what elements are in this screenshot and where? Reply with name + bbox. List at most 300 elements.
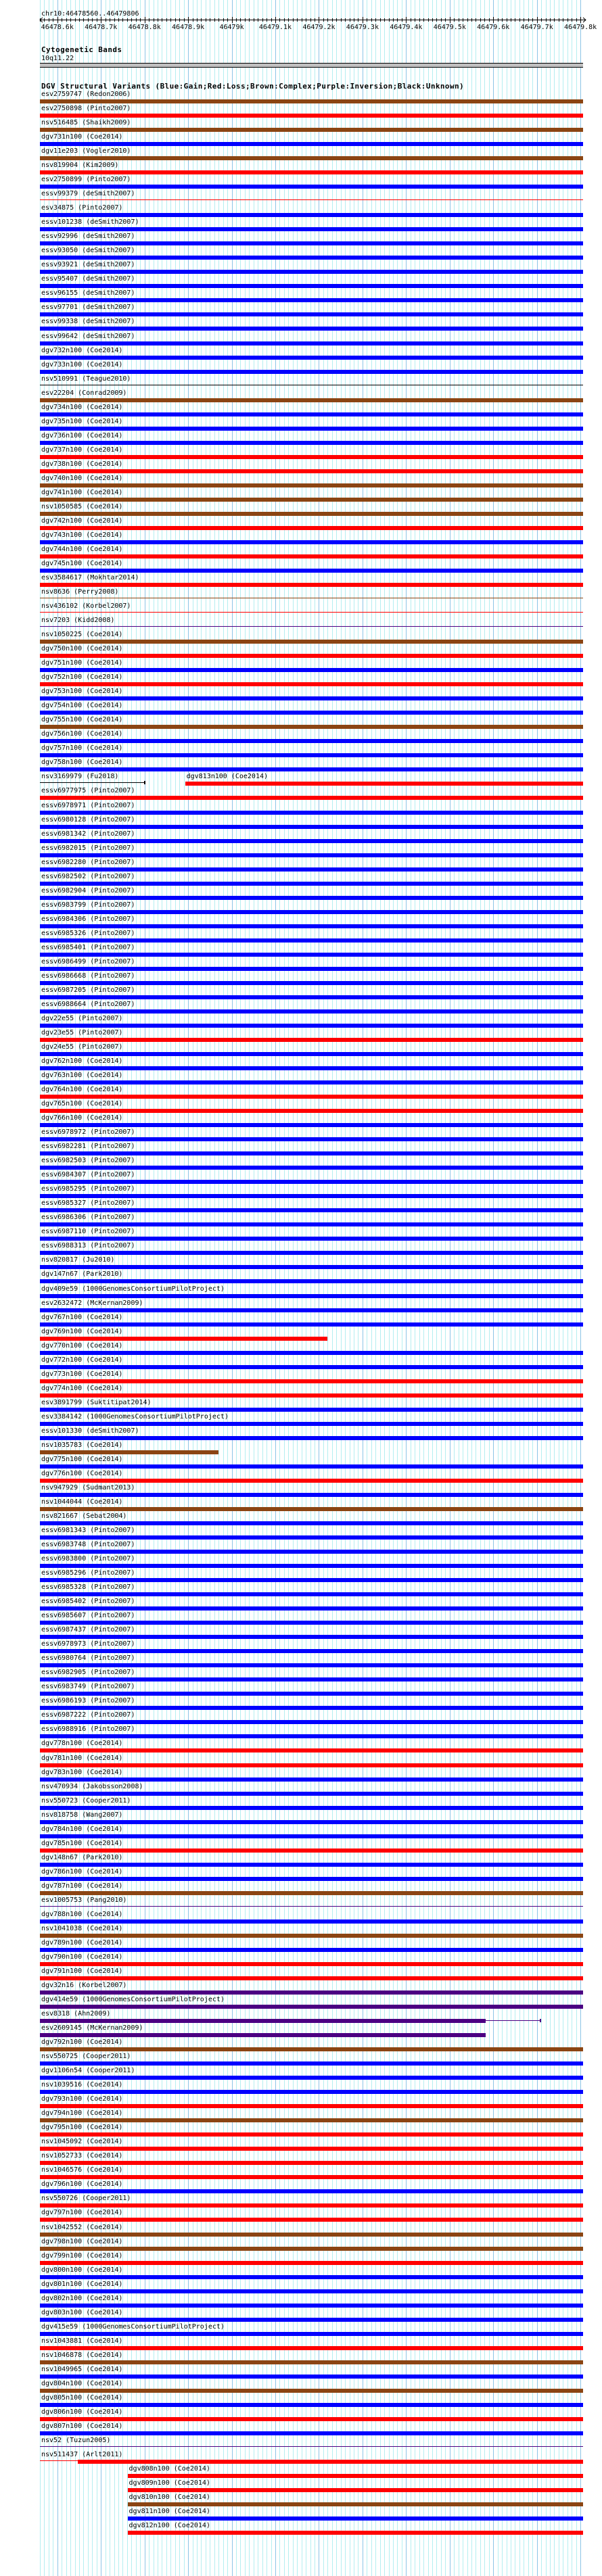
feature-label[interactable]: dgv758n100 (Coe2014)	[41, 759, 123, 767]
feature-bar[interactable]	[40, 767, 583, 771]
feature-bar[interactable]	[40, 1863, 583, 1867]
feature-bar[interactable]	[40, 2061, 583, 2066]
feature-bar[interactable]	[128, 2517, 583, 2521]
feature-bar[interactable]	[40, 654, 583, 658]
feature-bar[interactable]	[40, 512, 583, 516]
feature-label[interactable]: nsv1041038 (Coe2014)	[41, 1924, 123, 1932]
feature-bar[interactable]	[40, 1677, 583, 1681]
feature-label[interactable]: essv93921 (deSmith2007)	[41, 261, 135, 269]
feature-label[interactable]: essv6981342 (Pinto2007)	[41, 830, 135, 838]
feature-bar[interactable]	[40, 1379, 583, 1383]
feature-bar[interactable]	[40, 1806, 583, 1810]
feature-label[interactable]: dgv752n100 (Coe2014)	[41, 673, 123, 682]
feature-line[interactable]	[40, 2460, 78, 2461]
feature-label[interactable]: dgv762n100 (Coe2014)	[41, 1057, 123, 1066]
feature-label[interactable]: dgv812n100 (Coe2014)	[129, 2522, 210, 2530]
feature-bar[interactable]	[40, 142, 583, 146]
feature-label[interactable]: dgv743n100 (Coe2014)	[41, 531, 123, 539]
feature-label[interactable]: dgv808n100 (Coe2014)	[129, 2465, 210, 2473]
feature-bar[interactable]	[40, 1237, 583, 1241]
feature-bar[interactable]	[40, 1493, 583, 1497]
feature-bar[interactable]	[40, 1038, 583, 1042]
feature-bar[interactable]	[40, 1734, 583, 1738]
feature-label[interactable]: essv95407 (deSmith2007)	[41, 275, 135, 283]
feature-bar[interactable]	[40, 213, 583, 217]
feature-bar[interactable]	[40, 1778, 583, 1782]
feature-bar[interactable]	[40, 1877, 583, 1881]
feature-bar[interactable]	[40, 1564, 583, 1568]
feature-label[interactable]: dgv804n100 (Coe2014)	[41, 2379, 123, 2387]
feature-label[interactable]: essv6988313 (Pinto2007)	[41, 1242, 135, 1250]
feature-bar[interactable]	[40, 2104, 583, 2108]
feature-bar[interactable]	[40, 2304, 583, 2308]
feature-label[interactable]: esv22204 (Conrad2009)	[41, 389, 127, 397]
feature-label[interactable]: nsv1044044 (Coe2014)	[41, 1498, 123, 1506]
feature-bar[interactable]	[40, 398, 583, 402]
feature-label[interactable]: nsv1049965 (Coe2014)	[41, 2365, 123, 2373]
feature-bar[interactable]	[40, 356, 583, 360]
feature-label[interactable]: nsv819904 (Kim2009)	[41, 162, 119, 170]
feature-bar[interactable]	[40, 2161, 583, 2165]
feature-bar[interactable]	[40, 2389, 583, 2393]
feature-bar[interactable]	[40, 2318, 583, 2322]
feature-label[interactable]: essv6982502 (Pinto2007)	[41, 872, 135, 880]
feature-label[interactable]: essv6985328 (Pinto2007)	[41, 1583, 135, 1592]
feature-label[interactable]: nsv550725 (Cooper2011)	[41, 2053, 131, 2061]
feature-bar[interactable]	[40, 1834, 583, 1838]
feature-bar[interactable]	[40, 412, 583, 416]
feature-label[interactable]: dgv811n100 (Coe2014)	[129, 2508, 210, 2516]
feature-label[interactable]: nsv550726 (Cooper2011)	[41, 2195, 131, 2203]
feature-label[interactable]: nsv1042552 (Coe2014)	[41, 2223, 123, 2231]
feature-bar[interactable]	[40, 1024, 583, 1028]
feature-label[interactable]: dgv797n100 (Coe2014)	[41, 2209, 123, 2217]
feature-label[interactable]: nsv1035783 (Coe2014)	[41, 1441, 123, 1449]
feature-label[interactable]: essv6985401 (Pinto2007)	[41, 943, 135, 951]
feature-bar[interactable]	[40, 1180, 583, 1184]
feature-bar[interactable]	[40, 1663, 583, 1667]
feature-bar[interactable]	[40, 1621, 583, 1625]
feature-bar[interactable]	[40, 455, 583, 459]
feature-bar[interactable]	[40, 298, 583, 302]
feature-label[interactable]: dgv755n100 (Coe2014)	[41, 716, 123, 724]
feature-bar[interactable]	[40, 526, 583, 530]
feature-label[interactable]: nsv947929 (Sudmant2013)	[41, 1483, 135, 1492]
feature-label[interactable]: essv6985295 (Pinto2007)	[41, 1185, 135, 1193]
feature-label[interactable]: nsv1043881 (Coe2014)	[41, 2337, 123, 2345]
cytoband-bar[interactable]	[40, 63, 583, 68]
feature-label[interactable]: dgv745n100 (Coe2014)	[41, 559, 123, 567]
feature-label[interactable]: essv6978972 (Pinto2007)	[41, 1128, 135, 1137]
feature-bar[interactable]	[40, 796, 583, 800]
feature-bar[interactable]	[40, 825, 583, 829]
feature-label[interactable]: nsv1045092 (Coe2014)	[41, 2138, 123, 2146]
feature-bar[interactable]	[40, 1720, 583, 1724]
feature-label[interactable]: dgv786n100 (Coe2014)	[41, 1867, 123, 1876]
feature-label[interactable]: nsv1050225 (Coe2014)	[41, 631, 123, 639]
feature-label[interactable]: nsv1050585 (Coe2014)	[41, 502, 123, 510]
feature-label[interactable]: nsv436102 (Korbel2007)	[41, 602, 131, 611]
feature-bar[interactable]	[40, 2203, 583, 2208]
feature-label[interactable]: nsv510991 (Teague2010)	[41, 375, 131, 383]
feature-bar[interactable]	[40, 284, 583, 288]
feature-label[interactable]: essv99379 (deSmith2007)	[41, 190, 135, 198]
feature-bar[interactable]	[40, 753, 583, 757]
feature-bar[interactable]	[40, 156, 583, 160]
feature-bar[interactable]	[40, 1521, 583, 1525]
feature-bar[interactable]	[40, 1123, 583, 1127]
feature-bar[interactable]	[40, 1265, 583, 1269]
feature-label[interactable]: essv6988664 (Pinto2007)	[41, 1000, 135, 1008]
feature-label[interactable]: dgv769n100 (Coe2014)	[41, 1327, 123, 1335]
feature-bar[interactable]	[40, 640, 583, 644]
feature-bar[interactable]	[40, 128, 583, 132]
feature-bar[interactable]	[40, 1763, 583, 1767]
feature-bar[interactable]	[40, 1507, 583, 1511]
feature-label[interactable]: dgv148n67 (Park2010)	[41, 1853, 123, 1861]
feature-bar[interactable]	[40, 341, 583, 345]
feature-label[interactable]: dgv775n100 (Coe2014)	[41, 1455, 123, 1463]
feature-label[interactable]: esv2632472 (McKernan2009)	[41, 1299, 143, 1307]
feature-bar[interactable]	[40, 2005, 583, 2009]
feature-label[interactable]: dgv764n100 (Coe2014)	[41, 1086, 123, 1094]
feature-bar[interactable]	[40, 882, 583, 886]
feature-label[interactable]: dgv778n100 (Coe2014)	[41, 1740, 123, 1748]
feature-bar[interactable]	[40, 2375, 583, 2379]
feature-bar[interactable]	[40, 1194, 583, 1198]
feature-bar[interactable]	[40, 1450, 218, 1454]
feature-line[interactable]	[40, 612, 583, 613]
feature-label[interactable]: nsv52 (Tuzun2005)	[41, 2436, 111, 2444]
feature-label[interactable]: dgv767n100 (Coe2014)	[41, 1313, 123, 1321]
feature-bar[interactable]	[40, 1422, 583, 1426]
feature-bar[interactable]	[40, 696, 583, 700]
feature-bar[interactable]	[40, 1095, 583, 1099]
feature-label[interactable]: dgv796n100 (Coe2014)	[41, 2180, 123, 2189]
feature-label[interactable]: nsv7203 (Kidd2008)	[41, 617, 115, 625]
feature-label[interactable]: dgv766n100 (Coe2014)	[41, 1114, 123, 1122]
feature-label[interactable]: esv3584617 (Mokhtar2014)	[41, 574, 139, 582]
feature-label[interactable]: esv34875 (Pinto2007)	[41, 204, 123, 212]
feature-label[interactable]: dgv801n100 (Coe2014)	[41, 2280, 123, 2288]
feature-label[interactable]: essv6987205 (Pinto2007)	[41, 986, 135, 994]
feature-label[interactable]: essv6978973 (Pinto2007)	[41, 1640, 135, 1648]
feature-bar[interactable]	[40, 583, 583, 587]
feature-label[interactable]: esv2750898 (Pinto2007)	[41, 105, 131, 113]
feature-label[interactable]: dgv791n100 (Coe2014)	[41, 1967, 123, 1975]
feature-bar[interactable]	[40, 1535, 583, 1540]
feature-label[interactable]: dgv736n100 (Coe2014)	[41, 431, 123, 439]
feature-label[interactable]: dgv806n100 (Coe2014)	[41, 2408, 123, 2416]
feature-bar[interactable]	[40, 739, 583, 743]
feature-label[interactable]: dgv785n100 (Coe2014)	[41, 1839, 123, 1847]
feature-label[interactable]: esv2759747 (Redon2006)	[41, 91, 131, 98]
feature-bar[interactable]	[40, 370, 583, 374]
feature-bar[interactable]	[40, 1748, 583, 1752]
feature-bar[interactable]	[40, 1962, 583, 1966]
feature-bar[interactable]	[40, 498, 583, 502]
feature-bar[interactable]	[40, 2175, 583, 2179]
feature-label[interactable]: essv6984306 (Pinto2007)	[41, 915, 135, 923]
feature-bar[interactable]	[40, 256, 583, 260]
feature-label[interactable]: dgv794n100 (Coe2014)	[41, 2109, 123, 2118]
feature-label[interactable]: dgv744n100 (Coe2014)	[41, 545, 123, 553]
feature-label[interactable]: dgv792n100 (Coe2014)	[41, 2038, 123, 2047]
feature-line[interactable]	[40, 782, 145, 783]
feature-bar[interactable]	[185, 782, 583, 786]
feature-bar[interactable]	[40, 1337, 327, 1341]
feature-bar[interactable]	[40, 1436, 583, 1440]
feature-bar[interactable]	[40, 2332, 583, 2336]
feature-bar[interactable]	[40, 1592, 583, 1596]
feature-bar[interactable]	[40, 1137, 583, 1141]
feature-label[interactable]: nsv820817 (Ju2010)	[41, 1256, 115, 1264]
feature-label[interactable]: dgv789n100 (Coe2014)	[41, 1938, 123, 1947]
feature-label[interactable]: essv6985607 (Pinto2007)	[41, 1612, 135, 1620]
feature-bar[interactable]	[40, 2431, 583, 2435]
feature-label[interactable]: nsv3169979 (Fu2018)	[41, 773, 119, 781]
feature-bar[interactable]	[40, 327, 583, 331]
feature-label[interactable]: essv6982905 (Pinto2007)	[41, 1669, 135, 1677]
feature-label[interactable]: dgv415e59 (1000GenomesConsortiumPilotProject)	[41, 2322, 225, 2331]
feature-bar[interactable]	[40, 811, 583, 815]
feature-bar[interactable]	[40, 1692, 583, 1696]
feature-bar[interactable]	[40, 1279, 583, 1283]
feature-label[interactable]: essv6982503 (Pinto2007)	[41, 1157, 135, 1165]
feature-label[interactable]: nsv1046576 (Coe2014)	[41, 2166, 123, 2174]
feature-line[interactable]	[40, 626, 583, 627]
feature-label[interactable]: dgv802n100 (Coe2014)	[41, 2294, 123, 2302]
feature-label[interactable]: dgv781n100 (Coe2014)	[41, 1754, 123, 1762]
feature-label[interactable]: dgv733n100 (Coe2014)	[41, 360, 123, 368]
feature-label[interactable]: esv3384142 (1000GenomesConsortiumPilotProject)	[41, 1412, 229, 1421]
feature-bar[interactable]	[40, 114, 583, 118]
feature-bar[interactable]	[40, 896, 583, 900]
feature-bar[interactable]	[40, 2189, 583, 2193]
feature-bar[interactable]	[40, 1294, 583, 1298]
feature-bar[interactable]	[40, 441, 583, 445]
feature-bar[interactable]	[40, 981, 583, 985]
feature-bar[interactable]	[40, 1919, 583, 1924]
feature-bar[interactable]	[40, 1820, 583, 1824]
feature-bar[interactable]	[40, 1934, 583, 1938]
feature-bar[interactable]	[40, 2346, 583, 2350]
feature-label[interactable]: dgv788n100 (Coe2014)	[41, 1910, 123, 1918]
feature-bar[interactable]	[40, 1706, 583, 1710]
feature-label[interactable]: essv6988916 (Pinto2007)	[41, 1725, 135, 1734]
feature-bar[interactable]	[40, 1578, 583, 1582]
feature-label[interactable]: essv6981343 (Pinto2007)	[41, 1527, 135, 1535]
feature-label[interactable]: dgv810n100 (Coe2014)	[129, 2494, 210, 2502]
feature-label[interactable]: dgv750n100 (Coe2014)	[41, 645, 123, 653]
feature-label[interactable]: dgv741n100 (Coe2014)	[41, 488, 123, 496]
feature-bar[interactable]	[40, 1109, 583, 1113]
feature-bar[interactable]	[40, 668, 583, 672]
feature-label[interactable]: essv99642 (deSmith2007)	[41, 332, 135, 340]
feature-label[interactable]: esv1005753 (Pang2010)	[41, 1896, 127, 1904]
feature-bar[interactable]	[78, 2460, 583, 2464]
feature-label[interactable]: dgv809n100 (Coe2014)	[129, 2479, 210, 2487]
feature-bar[interactable]	[40, 1848, 583, 1853]
feature-label[interactable]: dgv22e55 (Pinto2007)	[41, 1014, 123, 1022]
feature-bar[interactable]	[40, 1166, 583, 1170]
feature-label[interactable]: essv6986193 (Pinto2007)	[41, 1697, 135, 1705]
feature-bar[interactable]	[40, 569, 583, 573]
feature-bar[interactable]	[40, 2118, 583, 2122]
feature-label[interactable]: essv6987110 (Pinto2007)	[41, 1228, 135, 1236]
feature-line[interactable]	[486, 2020, 541, 2021]
feature-bar[interactable]	[40, 185, 583, 189]
feature-label[interactable]: essv101238 (deSmith2007)	[41, 218, 139, 226]
feature-label[interactable]: dgv735n100 (Coe2014)	[41, 417, 123, 425]
feature-label[interactable]: dgv732n100 (Coe2014)	[41, 346, 123, 354]
feature-bar[interactable]	[40, 2360, 583, 2364]
feature-bar[interactable]	[40, 2275, 583, 2279]
feature-label[interactable]: nsv516485 (Shaikh2009)	[41, 119, 131, 127]
feature-label[interactable]: essv6983748 (Pinto2007)	[41, 1541, 135, 1549]
feature-label[interactable]: essv99338 (deSmith2007)	[41, 318, 135, 326]
feature-bar[interactable]	[40, 2403, 583, 2407]
feature-bar[interactable]	[40, 1251, 583, 1255]
feature-label[interactable]: dgv731n100 (Coe2014)	[41, 133, 123, 141]
feature-bar[interactable]	[40, 967, 583, 971]
feature-label[interactable]: dgv813n100 (Coe2014)	[186, 773, 269, 781]
feature-bar[interactable]	[40, 1635, 583, 1639]
feature-label[interactable]: nsv1046878 (Coe2014)	[41, 2351, 123, 2359]
feature-bar[interactable]	[40, 2076, 583, 2080]
feature-bar[interactable]	[40, 1550, 583, 1554]
feature-label[interactable]: essv6982281 (Pinto2007)	[41, 1143, 135, 1151]
feature-label[interactable]: essv6983799 (Pinto2007)	[41, 901, 135, 909]
feature-bar[interactable]	[40, 312, 583, 316]
feature-bar[interactable]	[40, 1009, 583, 1013]
feature-bar[interactable]	[40, 1464, 583, 1469]
feature-bar[interactable]	[40, 1976, 583, 1980]
feature-bar[interactable]	[128, 2488, 583, 2492]
feature-bar[interactable]	[40, 427, 583, 431]
feature-bar[interactable]	[40, 1351, 583, 1355]
feature-bar[interactable]	[40, 1606, 583, 1611]
feature-label[interactable]: dgv793n100 (Coe2014)	[41, 2095, 123, 2103]
feature-label[interactable]: essv6986668 (Pinto2007)	[41, 972, 135, 980]
feature-bar[interactable]	[40, 1990, 583, 1995]
feature-label[interactable]: dgv774n100 (Coe2014)	[41, 1384, 123, 1392]
feature-bar[interactable]	[40, 2090, 583, 2094]
feature-label[interactable]: nsv8636 (Perry2008)	[41, 588, 119, 596]
feature-label[interactable]: dgv756n100 (Coe2014)	[41, 730, 123, 738]
feature-bar[interactable]	[40, 1649, 583, 1653]
feature-label[interactable]: dgv24e55 (Pinto2007)	[41, 1043, 123, 1051]
feature-bar[interactable]	[40, 540, 583, 544]
feature-label[interactable]: dgv1106n54 (Cooper2011)	[41, 2067, 135, 2075]
feature-bar[interactable]	[40, 469, 583, 473]
feature-label[interactable]: essv92996 (deSmith2007)	[41, 233, 135, 241]
feature-bar[interactable]	[40, 711, 583, 715]
feature-label[interactable]: dgv23e55 (Pinto2007)	[41, 1028, 123, 1036]
feature-label[interactable]: nsv511437 (Arlt2011)	[41, 2450, 123, 2458]
feature-bar[interactable]	[40, 1308, 583, 1312]
feature-label[interactable]: dgv738n100 (Coe2014)	[41, 460, 123, 468]
feature-label[interactable]: nsv1052733 (Coe2014)	[41, 2152, 123, 2160]
feature-bar[interactable]	[40, 953, 583, 957]
feature-bar[interactable]	[40, 682, 583, 686]
feature-label[interactable]: essv6985296 (Pinto2007)	[41, 1569, 135, 1577]
feature-label[interactable]: dgv807n100 (Coe2014)	[41, 2422, 123, 2430]
feature-label[interactable]: dgv770n100 (Coe2014)	[41, 1341, 123, 1350]
feature-label[interactable]: esv8318 (Ahn2009)	[41, 2010, 111, 2018]
feature-bar[interactable]	[40, 995, 583, 999]
feature-bar[interactable]	[128, 2474, 583, 2478]
feature-label[interactable]: dgv776n100 (Coe2014)	[41, 1469, 123, 1477]
feature-bar[interactable]	[40, 1479, 583, 1483]
feature-label[interactable]: essv6980128 (Pinto2007)	[41, 815, 135, 824]
feature-bar[interactable]	[40, 1408, 583, 1412]
feature-label[interactable]: essv6987437 (Pinto2007)	[41, 1626, 135, 1634]
feature-bar[interactable]	[40, 2132, 583, 2137]
feature-bar[interactable]	[40, 1151, 583, 1155]
feature-label[interactable]: essv6983749 (Pinto2007)	[41, 1683, 135, 1691]
feature-label[interactable]: dgv740n100 (Coe2014)	[41, 474, 123, 482]
feature-bar[interactable]	[40, 1080, 583, 1084]
feature-label[interactable]: esv2609145 (McKernan2009)	[41, 2024, 143, 2032]
feature-label[interactable]: essv6986306 (Pinto2007)	[41, 1214, 135, 1222]
feature-label[interactable]: essv6980764 (Pinto2007)	[41, 1654, 135, 1663]
feature-bar[interactable]	[40, 910, 583, 914]
feature-label[interactable]: dgv742n100 (Coe2014)	[41, 517, 123, 525]
feature-label[interactable]: dgv414e59 (1000GenomesConsortiumPilotProject)	[41, 1996, 225, 2004]
feature-bar[interactable]	[40, 867, 583, 872]
feature-label[interactable]: essv6978971 (Pinto2007)	[41, 801, 135, 809]
feature-bar[interactable]	[40, 1891, 583, 1895]
feature-bar[interactable]	[40, 2233, 583, 2237]
feature-bar[interactable]	[40, 2019, 486, 2023]
feature-label[interactable]: dgv787n100 (Coe2014)	[41, 1882, 123, 1890]
feature-label[interactable]: essv101330 (deSmith2007)	[41, 1427, 139, 1435]
feature-bar[interactable]	[40, 2047, 583, 2051]
feature-label[interactable]: nsv1039516 (Coe2014)	[41, 2081, 123, 2089]
feature-bar[interactable]	[40, 725, 583, 729]
feature-label[interactable]: dgv737n100 (Coe2014)	[41, 446, 123, 454]
feature-label[interactable]: dgv795n100 (Coe2014)	[41, 2124, 123, 2132]
feature-label[interactable]: dgv765n100 (Coe2014)	[41, 1100, 123, 1108]
feature-bar[interactable]	[40, 1208, 583, 1212]
feature-bar[interactable]	[40, 2417, 583, 2421]
feature-line[interactable]	[40, 199, 583, 200]
feature-label[interactable]: essv6985327 (Pinto2007)	[41, 1199, 135, 1208]
feature-label[interactable]: essv6982904 (Pinto2007)	[41, 886, 135, 895]
feature-label[interactable]: essv96155 (deSmith2007)	[41, 289, 135, 297]
feature-bar[interactable]	[40, 1222, 583, 1226]
feature-bar[interactable]	[40, 554, 583, 558]
feature-label[interactable]: essv6985326 (Pinto2007)	[41, 929, 135, 937]
feature-label[interactable]: nsv470934 (Jakobsson2008)	[41, 1782, 143, 1790]
feature-bar[interactable]	[40, 2147, 583, 2151]
feature-label[interactable]: dgv798n100 (Coe2014)	[41, 2237, 123, 2245]
feature-bar[interactable]	[40, 1052, 583, 1056]
feature-label[interactable]: essv6986499 (Pinto2007)	[41, 957, 135, 965]
feature-bar[interactable]	[40, 99, 583, 103]
feature-bar[interactable]	[40, 1393, 583, 1398]
feature-label[interactable]: dgv753n100 (Coe2014)	[41, 688, 123, 696]
feature-bar[interactable]	[40, 2261, 583, 2265]
feature-label[interactable]: dgv790n100 (Coe2014)	[41, 1953, 123, 1961]
feature-label[interactable]: essv6987222 (Pinto2007)	[41, 1711, 135, 1719]
feature-bar[interactable]	[40, 483, 583, 487]
feature-bar[interactable]	[40, 241, 583, 245]
feature-label[interactable]: dgv11e203 (Vogler2010)	[41, 147, 131, 156]
feature-label[interactable]: dgv754n100 (Coe2014)	[41, 702, 123, 710]
feature-label[interactable]: essv6983800 (Pinto2007)	[41, 1555, 135, 1563]
